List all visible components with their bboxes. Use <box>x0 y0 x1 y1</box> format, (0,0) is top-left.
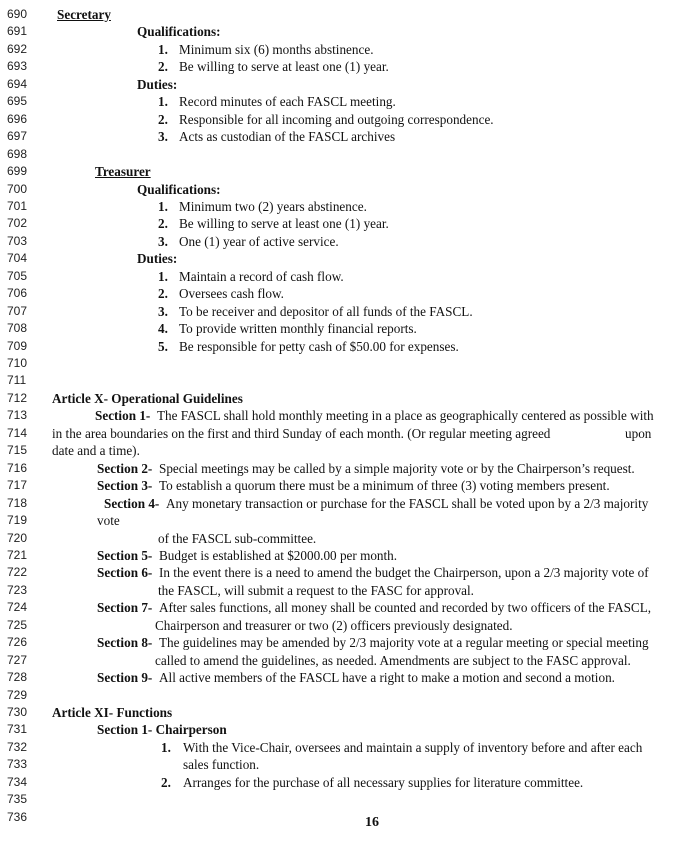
document-line <box>0 512 688 529</box>
line-number: 695 <box>7 94 28 109</box>
heading-text: Duties: <box>137 251 178 267</box>
heading-text: Duties: <box>137 76 178 92</box>
document-line <box>0 652 688 669</box>
heading-text: 5. <box>158 338 168 354</box>
line-number: 708 <box>7 321 28 336</box>
heading-text: Section 4- <box>104 495 160 511</box>
body-text: Budget is established at $2000.00 per month. <box>159 547 398 563</box>
heading-text: 1. <box>158 94 168 110</box>
heading-text: Article X- Operational Guidelines <box>52 390 243 406</box>
document-line <box>0 250 688 267</box>
document-line <box>0 721 688 738</box>
document-line <box>0 791 688 808</box>
line-number: 700 <box>7 181 28 196</box>
body-text: Maintain a record of cash flow. <box>179 268 344 284</box>
document-line <box>0 739 688 756</box>
line-number: 703 <box>7 233 28 248</box>
line-number: 728 <box>7 670 28 685</box>
heading-text: 2. <box>158 286 168 302</box>
line-number: 733 <box>7 757 28 772</box>
document-line <box>0 460 688 477</box>
heading-text: Qualifications: <box>137 181 221 197</box>
body-text: After sales functions, all money shall be counted and recorded by two officers of the FASCL, <box>159 600 652 616</box>
document-line <box>0 477 688 494</box>
document-line <box>0 58 688 75</box>
body-text: Responsible for all incoming and outgoing correspondence. <box>179 111 494 127</box>
heading-text: Treasurer <box>95 164 151 180</box>
body-text: Special meetings may be called by a simple majority vote or by the Chairperson’s request. <box>159 460 635 476</box>
body-text: upon <box>625 425 652 441</box>
body-text: Be willing to serve at least one (1) year. <box>179 59 389 75</box>
heading-text: Secretary <box>57 7 111 22</box>
document-line <box>0 495 688 512</box>
document-line <box>0 215 688 232</box>
heading-text: 2. <box>161 774 171 790</box>
heading-text: Section 2- <box>97 460 153 476</box>
line-number: 722 <box>7 565 28 580</box>
document-line <box>0 704 688 721</box>
line-number: 730 <box>7 705 28 719</box>
heading-text: 1. <box>158 268 168 284</box>
document-line <box>0 564 688 581</box>
document-line <box>0 582 688 599</box>
body-text: Oversees cash flow. <box>179 286 284 302</box>
heading-text: Section 7- <box>97 600 153 616</box>
body-text: Minimum two (2) years abstinence. <box>179 198 367 214</box>
line-number: 711 <box>7 373 27 388</box>
body-text: With the Vice-Chair, oversees and maintain a supply of inventory before and after each <box>183 739 643 755</box>
document-line <box>0 111 688 128</box>
heading-text: 2. <box>158 59 168 75</box>
heading-text: Section 6- <box>97 565 153 581</box>
heading-text: 4. <box>158 321 168 337</box>
heading-text: Section 1- Chairperson <box>97 722 227 738</box>
line-number: 706 <box>7 286 28 301</box>
line-number: 729 <box>7 687 28 702</box>
line-number: 702 <box>7 216 28 231</box>
document-line <box>0 774 688 791</box>
body-text: Be willing to serve at least one (1) year. <box>179 216 389 232</box>
heading-text: 3. <box>158 129 168 145</box>
line-number: 712 <box>7 390 28 405</box>
line-number: 693 <box>7 59 28 74</box>
line-number: 713 <box>7 408 28 423</box>
heading-text: 2. <box>158 216 168 232</box>
document-line <box>0 617 688 634</box>
document-line <box>0 425 688 442</box>
document-line <box>0 76 688 93</box>
line-number: 697 <box>7 129 28 144</box>
body-text: of the FASCL sub-committee. <box>158 530 317 546</box>
heading-text: 3. <box>158 233 168 249</box>
document-line <box>0 372 688 389</box>
line-number: 716 <box>7 460 28 475</box>
body-text: the FASCL, will submit a request to the FASC for approval. <box>158 582 474 598</box>
line-number: 704 <box>7 251 28 266</box>
line-number: 719 <box>7 513 28 528</box>
heading-text: Section 3- <box>97 478 153 494</box>
line-number: 715 <box>7 443 28 458</box>
document-line <box>0 530 688 547</box>
document-line <box>0 93 688 110</box>
line-number: 727 <box>7 652 28 667</box>
document-line <box>0 268 688 285</box>
heading-text: Section 5- <box>97 547 153 563</box>
document-line <box>0 338 688 355</box>
heading-text: 3. <box>158 303 168 319</box>
line-number: 691 <box>7 24 28 39</box>
body-text: Record minutes of each FASCL meeting. <box>179 94 396 110</box>
document-line <box>0 442 688 459</box>
body-text: To be receiver and depositor of all funds of the FASCL. <box>179 303 473 319</box>
document-line <box>0 547 688 564</box>
document-line <box>0 285 688 302</box>
page-number: 16 <box>365 815 379 830</box>
line-number: 707 <box>7 303 28 318</box>
document-line <box>0 634 688 651</box>
document-line <box>0 146 688 163</box>
body-text: vote <box>97 513 120 529</box>
body-text: To establish a quorum there must be a minimum of three (3) voting members present. <box>159 478 610 494</box>
document-line <box>0 687 688 704</box>
document-line <box>0 303 688 320</box>
heading-text: 1. <box>161 739 171 755</box>
line-number: 698 <box>7 146 28 161</box>
line-number: 732 <box>7 739 28 754</box>
body-text: Any monetary transaction or purchase for the FASCL shall be voted upon by a 2/3 majority <box>166 495 649 511</box>
body-text: Chairperson and treasurer or two (2) officers previously designated. <box>155 617 513 633</box>
document-line <box>0 390 688 407</box>
line-number: 690 <box>7 7 28 21</box>
body-text: Acts as custodian of the FASCL archives <box>179 129 396 145</box>
line-number: 723 <box>7 582 28 597</box>
line-number: 714 <box>7 425 28 440</box>
document-line <box>0 233 688 250</box>
line-number: 734 <box>7 774 28 789</box>
line-number: 720 <box>7 530 28 545</box>
line-number: 735 <box>7 792 28 807</box>
document-line <box>0 599 688 616</box>
body-text: Arranges for the purchase of all necessary supplies for literature committee. <box>183 774 584 790</box>
document-line <box>0 181 688 198</box>
document-line <box>0 163 688 180</box>
line-number: 694 <box>7 76 28 91</box>
line-number: 725 <box>7 617 28 632</box>
document-line <box>0 809 688 826</box>
body-text: sales function. <box>183 757 260 773</box>
heading-text: Section 1- <box>95 408 151 424</box>
heading-text: 1. <box>158 41 168 57</box>
heading-text: 1. <box>158 198 168 214</box>
document-line <box>0 407 688 424</box>
line-number: 718 <box>7 495 28 510</box>
body-text: called to amend the guidelines, as needed. Amendments are subject to the FASC approval. <box>155 652 631 668</box>
body-text: In the event there is a need to amend the budget the Chairperson, upon a 2/3 majority vote of <box>159 565 649 581</box>
line-number: 705 <box>7 268 28 283</box>
body-text: All active members of the FASCL have a right to make a motion and second a motion. <box>159 670 615 686</box>
line-number: 709 <box>7 338 28 353</box>
body-text: in the area boundaries on the first and third Sunday of each month. (Or regular meeting agreed <box>52 425 551 441</box>
body-text: The FASCL shall hold monthly meeting in a place as geographically centered as possible with <box>157 408 654 424</box>
body-text: Be responsible for petty cash of $50.00 for expenses. <box>179 338 459 354</box>
line-number: 701 <box>7 198 28 213</box>
body-text: Minimum six (6) months abstinence. <box>179 41 374 57</box>
body-text: To provide written monthly financial reports. <box>179 321 417 337</box>
line-number: 696 <box>7 111 28 126</box>
heading-text: Section 8- <box>97 635 153 651</box>
line-number: 699 <box>7 164 28 179</box>
line-number: 692 <box>7 41 28 56</box>
line-number: 717 <box>7 478 28 493</box>
document-line <box>0 756 688 773</box>
heading-text: Qualifications: <box>137 24 221 40</box>
document-line <box>0 669 688 686</box>
body-text: One (1) year of active service. <box>179 233 339 249</box>
document-line <box>0 6 688 23</box>
document-line <box>0 320 688 337</box>
document-line <box>0 128 688 145</box>
body-text: date and a time). <box>52 443 140 459</box>
document-line <box>0 355 688 372</box>
line-number: 710 <box>7 356 28 370</box>
line-number: 731 <box>7 722 28 737</box>
line-number: 726 <box>7 635 28 650</box>
line-number: 724 <box>7 600 28 615</box>
heading-text: Article XI- Functions <box>52 705 173 720</box>
body-text: The guidelines may be amended by 2/3 majority vote at a regular meeting or special meeting <box>159 635 649 651</box>
line-number: 736 <box>7 809 28 824</box>
line-number: 721 <box>7 547 28 562</box>
document-line <box>0 23 688 40</box>
document-line <box>0 41 688 58</box>
heading-text: 2. <box>158 111 168 127</box>
document-line <box>0 198 688 215</box>
heading-text: Section 9- <box>97 670 153 686</box>
